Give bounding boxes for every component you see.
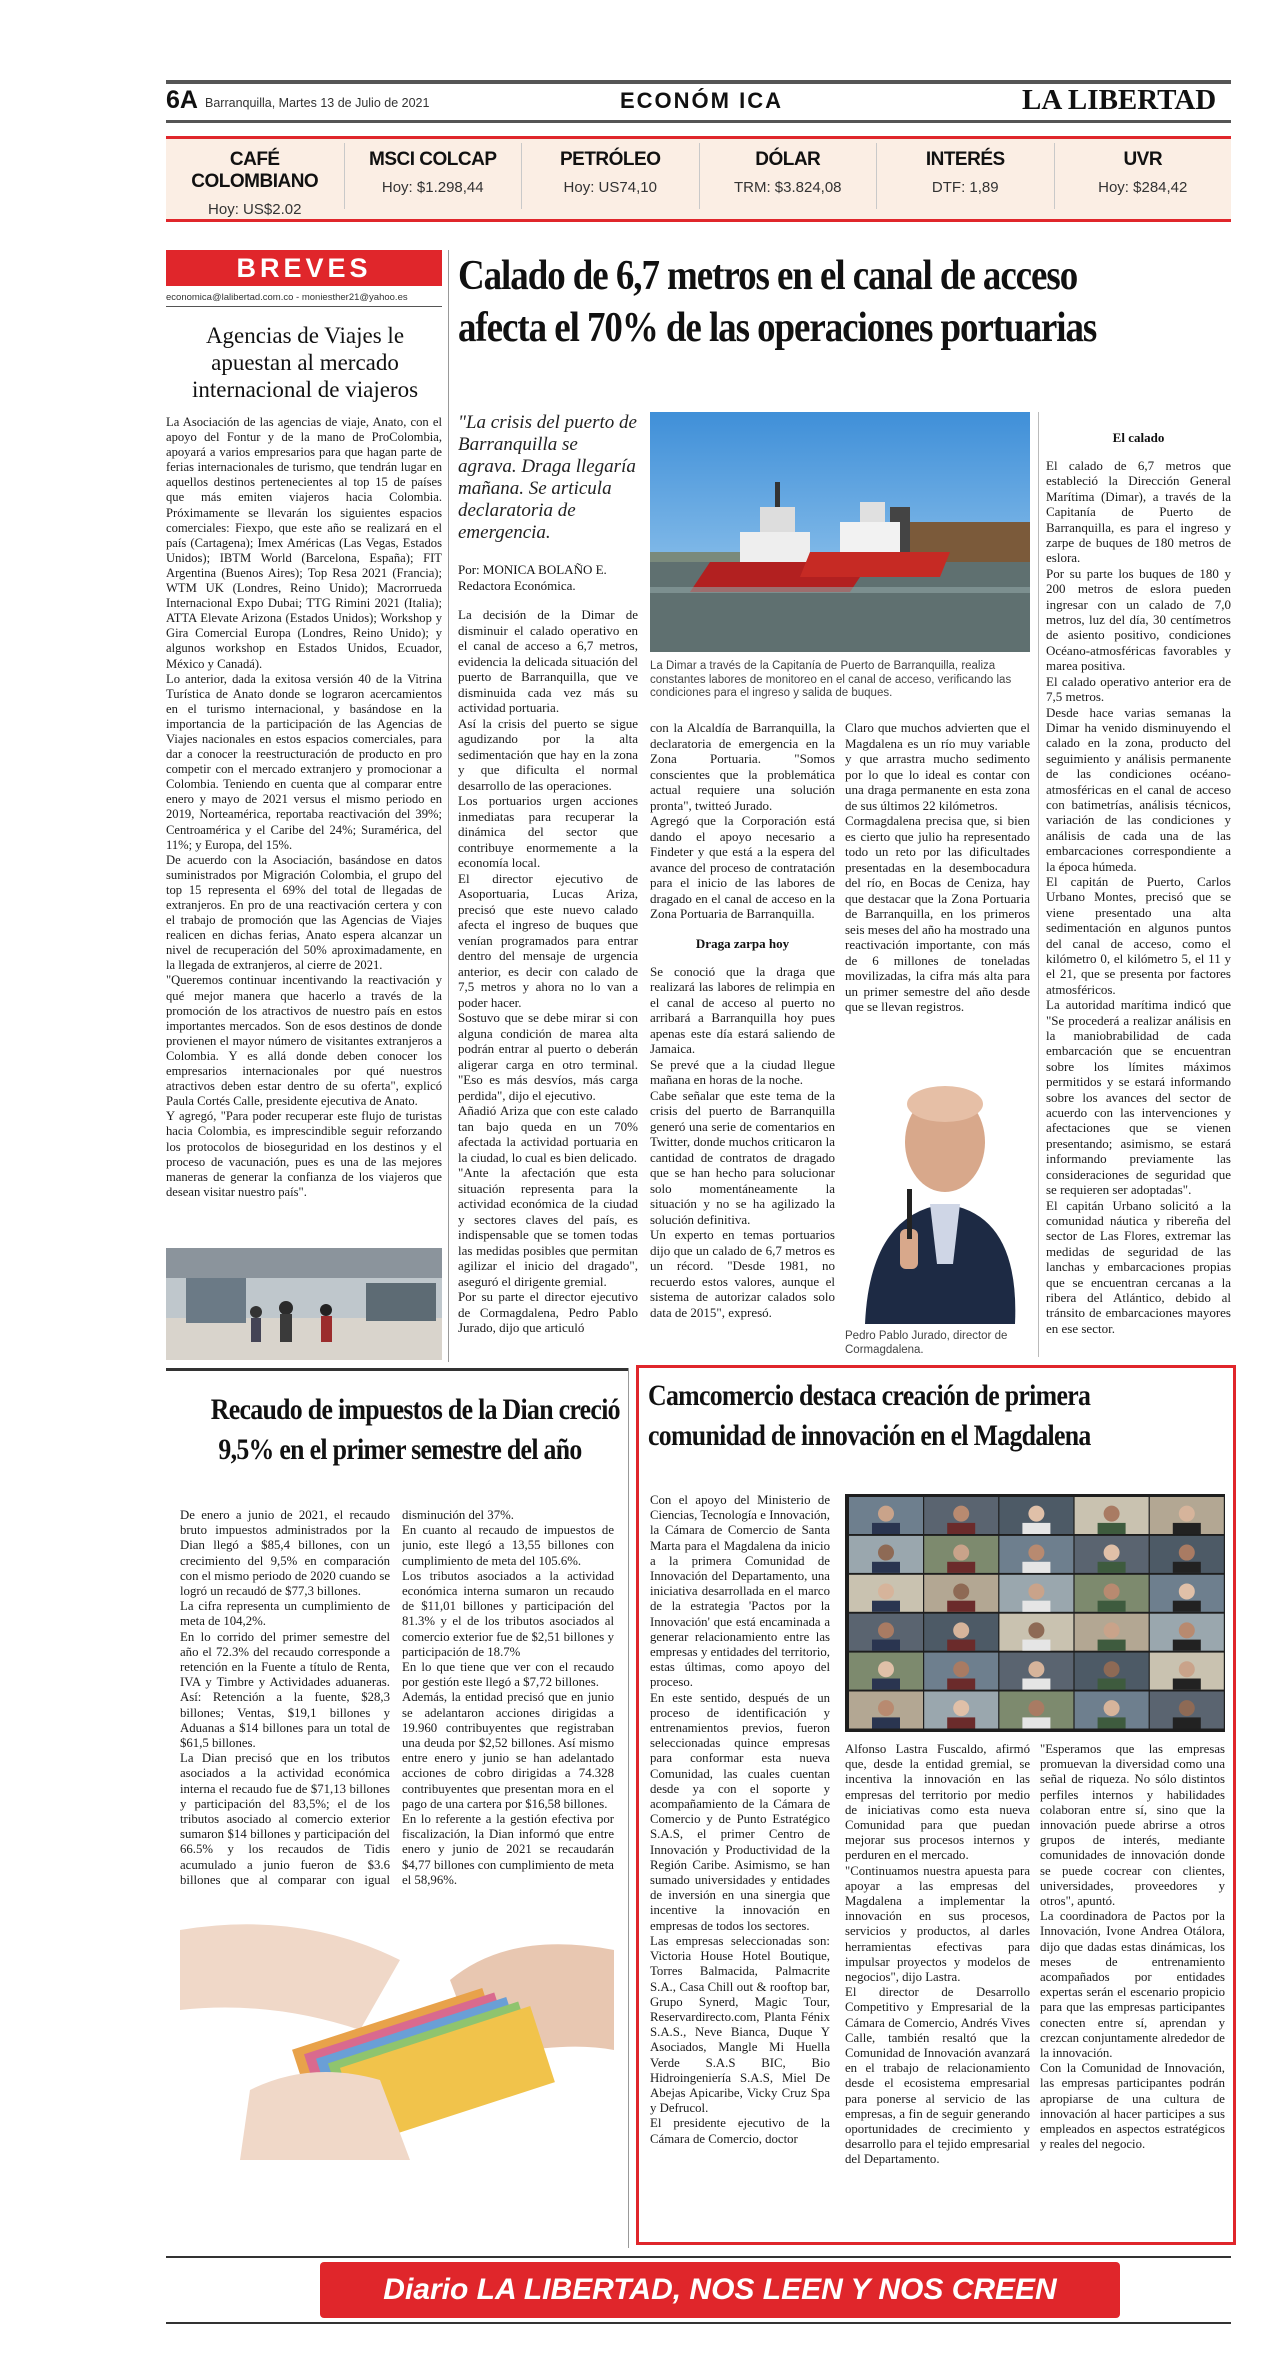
camcomercio-col2 bbox=[845, 1742, 1030, 2237]
paragraph: Con el apoyo del Ministerio de Ciencias, Tecnología e Innovación, la Cámara de Comercio de Santa Marta para el Magdalena da inicio a la primera Comunidad de Innovación del Departamento, una iniciativa desarrollada en el marco de la estrategia 'Pactos por la Innovación' que está encaminada a generar relacionamiento entre las empresas y entidades del territorio, estas últimas, como apoyo del proceso. bbox=[650, 1493, 830, 1690]
paragraph: Con la Comunidad de Innovación, las empresas participantes podrán apropiarse de una cultura de innovación al hacer participes a sus empleados en aspectos estratégicos y reales del negocio. bbox=[1040, 2061, 1225, 2152]
paragraph: Además, la entidad precisó que en junio se adelantaron acciones dirigidas a 19.960 contribuyentes que registraban una deuda por $2,52 billones. Así mismo entre enero y junio se han adelantado acciones de cobro dirigidas a 74.328 contribuyentes que presentan mora en el pago de una cartera por $16,58 billones. bbox=[402, 1690, 614, 1811]
ticker-label: INTERÉS bbox=[925, 149, 1005, 170]
dian-col1 bbox=[180, 1508, 390, 1898]
paragraph: Se prevé que a la ciudad llegue mañana en horas de la noche. bbox=[650, 1056, 835, 1087]
camcomercio-headline-line-1: Camcomercio destaca creación de primera bbox=[648, 1379, 1091, 1412]
ticker-item bbox=[699, 143, 877, 209]
camcomercio-headline-line-2: comunidad de innovación en el Magdalena bbox=[648, 1419, 1091, 1452]
paragraph: "Continuamos nuestra apuesta para apoyar a las empresas del Magdalena a implementar la innovación en sus procesos, servicios y productos, al darles herramientas efectivas para impulsar proyectos y modelos de negocios", dijo Lastra. bbox=[845, 1863, 1030, 1985]
paragraph: La cifra representa un cumplimiento de meta de 104,2%. bbox=[180, 1599, 390, 1629]
paragraph: El capitán de Puerto, Carlos Urbano Montes, precisó que se viene presentado una alta sedimentación en algunos puntos del canal de acceso, como el kilómetro 0, el kilómetro 5, el 11 y el 21, que se presenta por factores atmosféricos. bbox=[1046, 873, 1231, 997]
paragraph: El calado operativo anterior era de 7,5 metros. bbox=[1046, 673, 1231, 705]
paragraph: Por su parte los buques de 180 y 200 metros de eslora pueden ingresar con un calado de 7,0 metros, luz del día, 30 centímetros de asiento positivo, condiciones Océano-atmosféricas favorables y marea positiva. bbox=[1046, 565, 1231, 674]
ticker-value: Hoy: $284,42 bbox=[1098, 179, 1188, 196]
airport-photo bbox=[166, 1248, 442, 1360]
subhead-calado: El calado bbox=[1112, 430, 1165, 445]
masthead: LA LIBERTAD bbox=[1022, 84, 1217, 116]
breves-banner bbox=[166, 250, 442, 286]
tugboat-caption: La Dimar a través de la Capitanía de Puerto de Barranquilla, realiza constantes labores de monitoreo en el canal de acceso, verificando las condiciones para el ingreso y salida de buques. bbox=[650, 660, 1012, 699]
dian-headline bbox=[180, 1390, 620, 1470]
paragraph: Alfonso Lastra Fuscaldo, afirmó que, desde la entidad gremial, se incentiva la innovación en las empresas del territorio por medio de iniciativas como esta nueva Comunidad para que puedan mejorar sus procesos internos y perduren en el mercado. bbox=[845, 1742, 1030, 1863]
camcomercio-headline bbox=[648, 1376, 1228, 1456]
subhead-draga: Draga zarpa hoy bbox=[695, 935, 790, 951]
market-ticker bbox=[166, 136, 1231, 222]
paragraph: La autoridad marítima indicó que "Se procederá a realizar análisis en la maniobrabilidad de cada embarcación que se encuentran sobre los límites máximos permitidos y se estará informando sobre los avances del sector de acuerdo con las intervenciones y afectaciones que se vienen presentando; asimismo, se estará informando previamente las consideraciones de seguridad que se requieren ser adoptadas". bbox=[1046, 997, 1231, 1198]
dateline: Barranquilla, Martes 13 de Julio de 2021 bbox=[205, 96, 430, 110]
dian-headline-line-2: 9,5% en el primer semestre del año bbox=[218, 1433, 582, 1466]
breves-body bbox=[166, 415, 442, 1279]
dian-headline-line-1: Recaudo de impuestos de la Dian creció bbox=[210, 1393, 620, 1426]
paragraph: En lo referente a la gestión efectiva por fiscalización, la Dian informó que entre enero y junio de 2021 se recaudarán $4,77 billones con cumplimiento de meta el 58,96%. bbox=[402, 1812, 614, 1887]
video-call-photo bbox=[845, 1494, 1225, 1732]
breves-contact: economica@lalibertad.com.co - moniesther21@yahoo.es bbox=[166, 292, 442, 307]
paragraph: El presidente ejecutivo de la Cámara de Comercio, doctor bbox=[650, 2116, 830, 2146]
lead-byline bbox=[458, 562, 638, 594]
breves-label: BREVES bbox=[236, 252, 372, 283]
paragraph: disminución del 37%. bbox=[402, 1508, 514, 1522]
paragraph: La Dian precisó que en los tributos asociados a la actividad económica interna el recaudo fue de $71,13 billones y participación del 83,5%; el de los tributos asociado al comercio exterior sumaron $14 billones y participación del 66.5% y los recaudos de Tidis acumulado a junio fueron de $3.6 billones que al comparar con igual bbox=[180, 1751, 390, 1887]
money-photo bbox=[180, 1890, 614, 2160]
ticker-item bbox=[166, 143, 344, 218]
paragraph: De acuerdo con la Asociación, basándose en datos suministrados por Migración Colombia, el grupo del top 15 representa el 69% del total de llegadas de extranjeros. En pro de una reactivación certera y con el trabajo de promoción que las Agencias de Viajes realicen en dichas ferias, Anato espera alcanzar un nivel de recuperación del 50% aproximadamente, en la llegada de extranjeros, al cierre de 2021. bbox=[166, 852, 442, 973]
camcomercio-col1 bbox=[650, 1493, 830, 2238]
paragraph: Añadió Ariza que con este calado tan bajo queda en un 70% afectada la actividad portuaria en la ciudad, lo cual es bien delicado. bbox=[458, 1103, 638, 1165]
paragraph: Se conoció que la draga que realizará las labores de relimpia en el canal de acceso al puerto no arribará a Barranquilla hoy pues apenas este día estará saliendo de Jamaica. bbox=[650, 963, 835, 1056]
dian-col2 bbox=[402, 1508, 614, 1898]
ticker-value: Hoy: $1.298,44 bbox=[381, 179, 484, 196]
paragraph: Las empresas seleccionadas son: Victoria House Hotel Boutique, Torres Balmacida, Palmacrite S.A., Casa Chill out & rooftop bar, Grupo Synerd, Magic Tour, Reservardirecto.com, Planta Fénix S.A.S., Neve Bianca, Duque Y Asociados, Mangle Mi Huella Verde S.A.S BIC, Bio Hidroingeniería S.A.S, Miel De Abejas Apicaribe, Vicky Cruz Spa y Defrucol. bbox=[650, 1933, 830, 2116]
paragraph: Cormagdalena precisa que, si bien es cierto que julio ha representado todo un reto por las dificultades presentadas en la desembocadura del río, en Bocas de Ceniza, hay que destacar que la Zona Portuaria de Barranquilla, en los primeros seis meses del año ha mostrado una reactivación importante, con más de 6 millones de toneladas movilizadas, la cifra más alta para un primer semestre del año desde que se llevan registros. bbox=[845, 813, 1030, 1014]
paragraph: Sostuvo que se debe mirar si con alguna condición de marea alta podrán entrar al puerto o deberán aligerar carga en otro terminal. "Eso es más desvíos, más carga perdida", dijo el ejecutivo. bbox=[458, 1010, 638, 1103]
paragraph: "Esperamos que las empresas promuevan la diversidad como una señal de riqueza. No sólo distintos perfiles internos y habilidades colaboran entre sí, sino que la innovación puede abrirse a otros grupos de interés, mediante comunidades de innovación donde se puede cocrear con clientes, universidades, proveedores y otros", apuntó. bbox=[1040, 1742, 1225, 1909]
ticker-label: CAFÉ COLOMBIANO bbox=[191, 149, 319, 192]
byline-role: Redactora Económica. bbox=[458, 578, 576, 593]
paragraph: El capitán Urbano solicitó a la comunidad náutica y ribereña del sector de Las Flores, extremar las medidas de seguridad de las lanchas y embarcaciones propias que se encuentran cercanas a la ribera del Atlántico, debido al tránsito de embarcaciones mayores en ese sector. bbox=[1046, 1197, 1231, 1336]
ticker-item bbox=[876, 143, 1054, 209]
camcomercio-col3 bbox=[1040, 1742, 1225, 2237]
paragraph: En lo corrido del primer semestre del año el 72.3% del recaudo corresponde a retención en la Fuente a título de Renta, IVA y Timbre y Actividades aduaneras. Así: Retención a la fuente, $28,3 billones; Ventas, $19,1 billones y Aduanas a $14 billones para un total de $61,5 billones. bbox=[180, 1629, 390, 1751]
lead-headline-line-2: afecta el 70% de las operaciones portuarias bbox=[458, 305, 1097, 351]
breves-title: Agencias de Viajes le apuestan al mercado internacional de viajeros bbox=[191, 323, 419, 402]
paragraph: Los portuarios urgen acciones inmediatas para recuperar la dinámica del sector que contribuye enormemente a la economía local. bbox=[458, 793, 638, 870]
lead-headline-line-1: Calado de 6,7 metros en el canal de acceso bbox=[458, 253, 1078, 299]
lead-headline bbox=[458, 250, 1238, 354]
paragraph: La decisión de la Dimar de disminuir el calado operativo en el canal de acceso a 6,7 metros, evidencia la delicada situación del puerto de Barranquilla, que ve disminuida cada vez más su actividad portuaria. bbox=[458, 607, 638, 715]
ticker-label: PETRÓLEO bbox=[559, 149, 661, 170]
ticker-value: TRM: $3.824,08 bbox=[733, 179, 842, 196]
paragraph: Un experto en temas portuarios dijo que un calado de 6,7 metros es un récord. "Desde 1981, no recuerdo estos valores, aunque el sistema de autorizar calados solo data de 2015", expresó. bbox=[650, 1227, 835, 1320]
paragraph: Y agregó, "Para poder recuperar este flujo de turistas hacia Colombia, es imprescindible seguir reforzando los protocolos de bioseguridad en los destinos y el proceso de vacunación, pues es una de las mejores maneras de generar la confianza de los viajeros que desean visitar nuestro país". bbox=[166, 1109, 442, 1199]
page-number: 6A bbox=[166, 86, 198, 114]
paragraph: El calado de 6,7 metros que estableció la Dirección General Marítima (Dimar), a través de la Capitanía de Puerto de Barranquilla, es para el ingreso y zarpe de buques de 180 metros de eslora. bbox=[1046, 458, 1231, 566]
lead-col3 bbox=[845, 720, 1030, 1055]
ticker-item bbox=[1054, 143, 1232, 209]
paragraph: "Ante la afectación que esta situación representa para la actividad económica de la ciudad y sectores claves del país, es indispensable que se tomen todas las medidas posibles que permitan agilizar el inicio del dragado", aseguró el dirigente gremial. bbox=[458, 1165, 638, 1289]
ticker-item bbox=[521, 143, 699, 209]
paragraph: "Queremos continuar incentivando la reactivación y qué mejor manera que hacerlo a través de la promoción de los atractivos de nuestro país en estos importantes mercados. Son de esos destinos de donde provienen el mayor número de visitantes extranjeros a Colombia. Y es allá donde deben conocer los empresarios internacionales por qué nuestros atractivos deben estar dentro de su oferta", explicó Paula Cortés Calle, presidente ejecutiva de Anato. bbox=[166, 973, 442, 1109]
paragraph: Así la crisis del puerto se sigue agudizando por la alta sedimentación que hay en la zona y que dificulta el normal desarrollo de las operaciones. bbox=[458, 715, 638, 793]
ticker-label: DÓLAR bbox=[755, 149, 821, 170]
footer-banner bbox=[320, 2262, 1120, 2318]
paragraph: El director ejecutivo de Asoportuaria, Lucas Ariza, precisó que este nuevo calado afecta el ingreso de buques que venían programados para entrar dentro del mensaje de urgencia anterior, es decir con calado de 7,5 metros y ahora no lo van a poder hacer. bbox=[458, 870, 638, 1010]
ticker-label: UVR bbox=[1123, 149, 1163, 170]
paragraph: El director de Desarrollo Competitivo y Empresarial de la Cámara de Comercio, Andrés Vives Calle, también resaltó que la Comunidad de Innovación avanzará en el trabajo de relacionamiento desde el ecosistema empresarial para ponerse al servicio de las empresas, a fin de seguir generando oportunidades de crecimiento y desarrollo para el tejido empresarial del Departamento. bbox=[845, 1985, 1030, 2167]
portrait-caption: Pedro Pablo Jurado, director de Cormagdalena. bbox=[845, 1330, 1008, 1356]
paragraph: Cabe señalar que este tema de la crisis del puerto de Barranquilla generó una serie de comentarios en Twitter, donde muchos criticaron la cantidad de contratos de dragado que se han hecho para solucionar solo momentáneamente la situación y no se ha agilizado la solución definitiva. bbox=[650, 1087, 835, 1227]
byline-author: Por: MONICA BOLAÑO E. bbox=[458, 562, 607, 577]
paragraph: con la Alcaldía de Barranquilla, la declaratoria de emergencia en la Zona Portuaria. "Somos conscientes que la problemática actual requiere una solución pronta", twitteó Jurado. bbox=[650, 720, 835, 813]
ticker-item bbox=[344, 143, 522, 209]
lead-deck: "La crisis del puerto de Barranquilla se agrava. Draga llegaría mañana. Se articula declaratoria de emergencia. bbox=[458, 412, 637, 543]
paragraph: Los tributos asociados a la actividad económica interna sumaron un recaudo de $11,01 billones y participación del 81.3% y el de los tributos asociados al comercio exterior fue de $2,51 billones y participación de 18.7% bbox=[402, 1568, 614, 1659]
ticker-label: MSCI COLCAP bbox=[369, 149, 497, 170]
paragraph: La Asociación de las agencias de viaje, Anato, con el apoyo del Fontur y de la mano de ProColombia, apoyará a varios empresarios para que hagan parte de ferias internacionales de turismo, que tendrán lugar en aquellos destinos pertenecientes al top 15 de países que más emiten viajeros hacia Colombia. Próximamente se llevarán los siguientes espacios comerciales: Fiexpo, que este año se realizará en el país (Cartagena); Imex Américas (Las Vegas, Estados Unidos); IBTM World (Barcelona, España); FIT Argentina (Buenos Aires); Top Resa 2021 (Francia); WTM UK (Londres, Reino Unido); Macrorrueda Internacional Expo Dubai; TTG Rimini 2021 (Italia); ATTA Elevate Arizona (Estados Unidos); Workshop y Gira Comercial Europa (Londres, Reino Unido); y algunos workshop en Estados Unidos, Ecuador, México y Canadá). bbox=[166, 415, 442, 671]
ticker-value: DTF: 1,89 bbox=[931, 179, 999, 196]
ticker-value: Hoy: US74,10 bbox=[563, 179, 657, 196]
tugboat-photo bbox=[650, 412, 1030, 652]
lead-col2 bbox=[650, 720, 835, 1360]
ticker-value: Hoy: US$2.02 bbox=[208, 201, 302, 218]
paragraph: La coordinadora de Pactos por la Innovación, Ivone Andrea Otálora, dijo que dadas estas dinámicas, los meses de entrenamiento acompañados por entidades expertas serán el escenario propicio para que las empresas participantes conecten entre sí, aprendan y crezcan conjuntamente alrededor de la innovación. bbox=[1040, 1909, 1225, 2061]
paragraph: En lo que tiene que ver con el recaudo por gestión este llegó a $7,72 billones. bbox=[402, 1660, 614, 1690]
footer-banner-text: Diario LA LIBERTAD, NOS LEEN Y NOS CREEN bbox=[383, 2273, 1057, 2306]
paragraph: Lo anterior, dada la exitosa versión 40 de la Vitrina Turística de Anato donde se lograron acercamientos en el turismo internacional, y basándose en la importancia de la participación de las Agencias de Viajes nacionales en estos espacios comerciales, para dar a conocer la reestructuración de producto en pro competir con el mercado extranjero y promocionar a Colombia. Teniendo en cuenta que al comparar entre enero y mayo de 2021 versus el mismo periodo en 2019, Norteamérica, reportaba reactivación del 39%; Centroamérica y el Caribe del 24%; Suramérica, del 11%; y Europa, del 15%. bbox=[166, 671, 442, 852]
portrait-photo bbox=[845, 1064, 1030, 1324]
paragraph: De enero a junio de 2021, el recaudo bruto impuestos administrados por la Dian llegó a $85,4 billones, con un crecimiento del 9,5% en comparación con el mismo periodo de 2020 cuando se logró un recaudó de $77,3 billones. bbox=[180, 1508, 390, 1599]
section-title: ECONÓM ICA bbox=[620, 88, 783, 113]
paragraph: En este sentido, después de un proceso de identificación y entrenamientos previos, fueron seleccionadas quince empresas para conformar esta nueva Comunidad, las cuales cuentan desde ya con el soporte y acompañamiento de la Cámara de Comercio y de Punto Estratégico S.A.S, el primer Centro de Innovación y Productividad de la Región Caribe. Asimismo, se han sumado universidades y entidades de inversión en una sinergia que incentive la innovación en empresas de todos los sectores. bbox=[650, 1690, 830, 1933]
paragraph: En cuanto al recaudo de impuestos de junio, este llegó a 13,55 billones con cumplimiento de meta del 105.6%. bbox=[402, 1523, 614, 1568]
paragraph: Desde hace varias semanas la Dimar ha venido disminuyendo el calado en la zona, producto del seguimiento y análisis permanente de las condiciones océano-atmosféricas en el canal de acceso con batimetrías, análisis técnicos, variación de las condiciones y análisis de cada una de las embarcaciones correspondiente a la época húmeda. bbox=[1046, 704, 1231, 874]
lead-col1 bbox=[458, 607, 638, 1359]
paragraph: Claro que muchos advierten que el Magdalena es un río muy variable y que arrastra mucho sedimento por lo que lo ideal es contar con una draga permanente en esta zona de sus últimos 22 kilómetros. bbox=[845, 720, 1030, 813]
paragraph: Por su parte el director ejecutivo de Cormagdalena, Pedro Pablo Jurado, dijo que articuló bbox=[458, 1289, 638, 1335]
lead-col4 bbox=[1046, 458, 1231, 1363]
paragraph: Agregó que la Corporación está dando el apoyo necesario a Findeter y que está a la espera del avance del proceso de contratación para el inicio de las labores de dragado en el canal de acceso en la Zona Portuaria de Barranquilla. bbox=[650, 813, 835, 921]
